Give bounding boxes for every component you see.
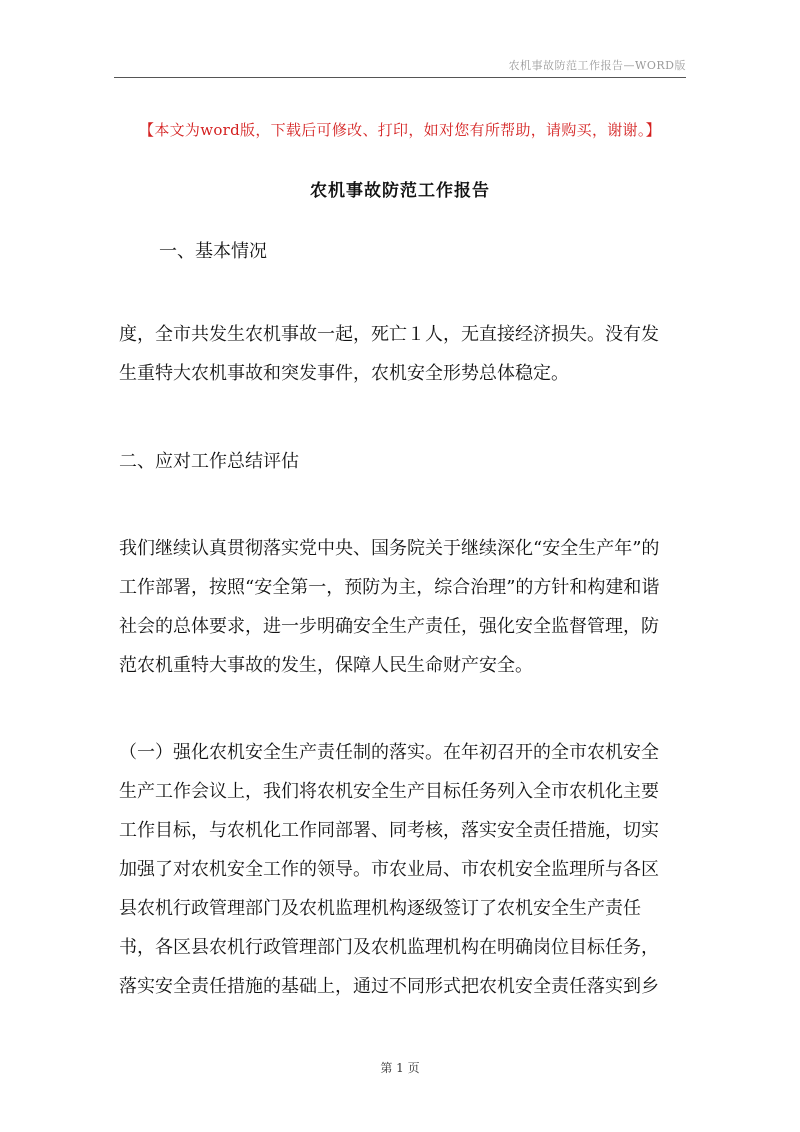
paragraph-line: 加强了对农机安全工作的领导。市农业局、市农机安全监理所与各区: [119, 859, 659, 880]
paragraph-line: 工作部署，按照“安全第一，预防为主，综合治理”的方针和构建和谐: [119, 577, 660, 598]
paragraph-line: 落实安全责任措施的基础上，通过不同形式把农机安全责任落实到乡: [119, 976, 659, 997]
purchase-notice: 【本文为word版，下载后可修改、打印，如对您有所帮助，请购买，谢谢。】: [139, 121, 661, 139]
section-1-paragraph: [119, 315, 682, 393]
header-divider: [114, 77, 686, 78]
header-doc-title: 农机事故防范工作报告—WORD版: [508, 59, 686, 72]
paragraph-line: 度，全市共发生农机事故一起，死亡１人，无直接经济损失。没有发: [119, 324, 659, 345]
paragraph-line: 我们继续认真贯彻落实党中央、国务院关于继续深化“安全生产年”的: [119, 538, 660, 559]
paragraph-line: 生重特大农机事故和突发事件，农机安全形势总体稳定。: [119, 363, 569, 384]
section-2-intro-paragraph: [119, 529, 682, 685]
paragraph-line: 县农机行政管理部门及农机监理机构逐级签订了农机安全生产责任: [119, 898, 641, 919]
section-1-heading: 一、基本情况: [159, 241, 267, 262]
section-2-item-1-paragraph: [119, 733, 682, 1006]
paragraph-line: 社会的总体要求，进一步明确安全生产责任，强化安全监督管理，防: [119, 616, 659, 637]
paragraph-line: （一）强化农机安全生产责任制的落实。在年初召开的全市农机安全: [119, 742, 659, 763]
page-number: 第 1 页: [380, 1061, 420, 1075]
paragraph-line: 生产工作会议上，我们将农机安全生产目标任务列入全市农机化主要: [119, 781, 659, 802]
section-2-heading: 二、应对工作总结评估: [119, 451, 299, 472]
document-title: 农机事故防范工作报告: [310, 181, 490, 201]
paragraph-line: 书，各区县农机行政管理部门及农机监理机构在明确岗位目标任务，: [119, 937, 659, 958]
paragraph-line: 工作目标，与农机化工作同部署、同考核，落实安全责任措施，切实: [119, 820, 659, 841]
paragraph-line: 范农机重特大事故的发生，保障人民生命财产安全。: [119, 655, 533, 676]
